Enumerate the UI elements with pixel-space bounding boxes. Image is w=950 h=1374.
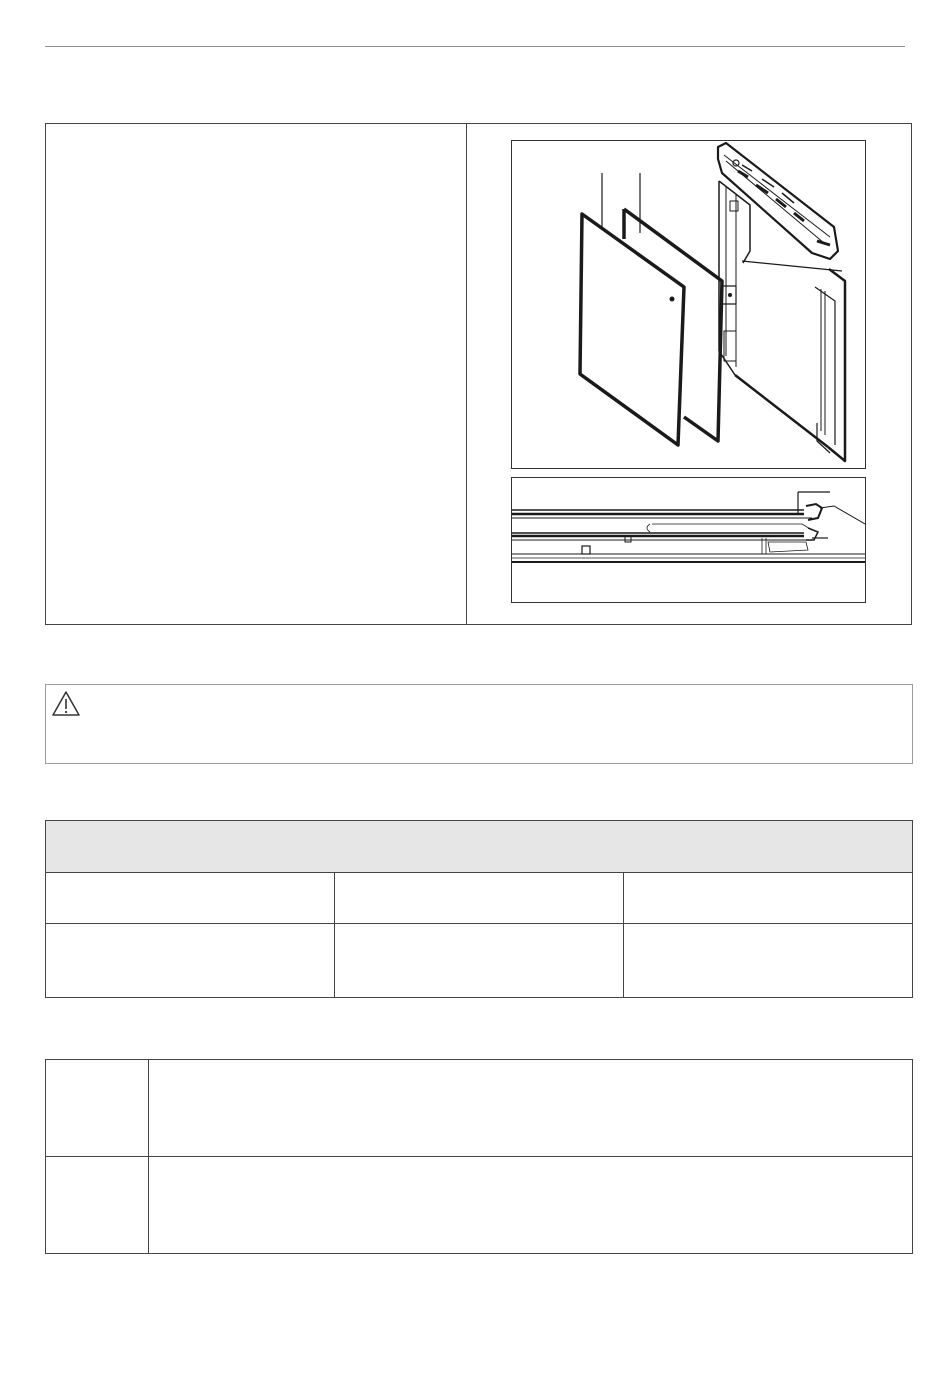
- table-cell: [46, 924, 335, 998]
- step-number: [46, 1157, 149, 1254]
- header-rule: [45, 46, 905, 47]
- warning-box: [45, 684, 913, 764]
- door-glass-exploded-drawing: [512, 141, 865, 468]
- steps-table: [45, 1059, 913, 1254]
- instruction-text-area: [46, 124, 466, 624]
- table-cell: [624, 924, 913, 998]
- step-number: [46, 1060, 149, 1157]
- step-text: [149, 1060, 913, 1157]
- table-cell: [335, 924, 624, 998]
- front-glass-panel: [580, 214, 684, 445]
- table-row: [46, 924, 913, 998]
- step-text: [149, 1157, 913, 1254]
- panel-screw-hole: [670, 297, 675, 302]
- spec-table-header-row: [46, 821, 913, 873]
- table-cell: [335, 873, 624, 924]
- step-row: [46, 1157, 913, 1254]
- door-glass-exploded-figure: [511, 140, 866, 469]
- table-row: [46, 873, 913, 924]
- panel-divider: [466, 124, 467, 624]
- glass-seating-detail-drawing: [512, 478, 865, 602]
- spec-table-header: [46, 821, 913, 873]
- table-cell: [46, 873, 335, 924]
- table-cell: [624, 873, 913, 924]
- spec-table: [45, 820, 913, 998]
- warning-triangle-icon: [51, 690, 81, 718]
- glass-seating-detail-figure: [511, 477, 866, 603]
- step-row: [46, 1060, 913, 1157]
